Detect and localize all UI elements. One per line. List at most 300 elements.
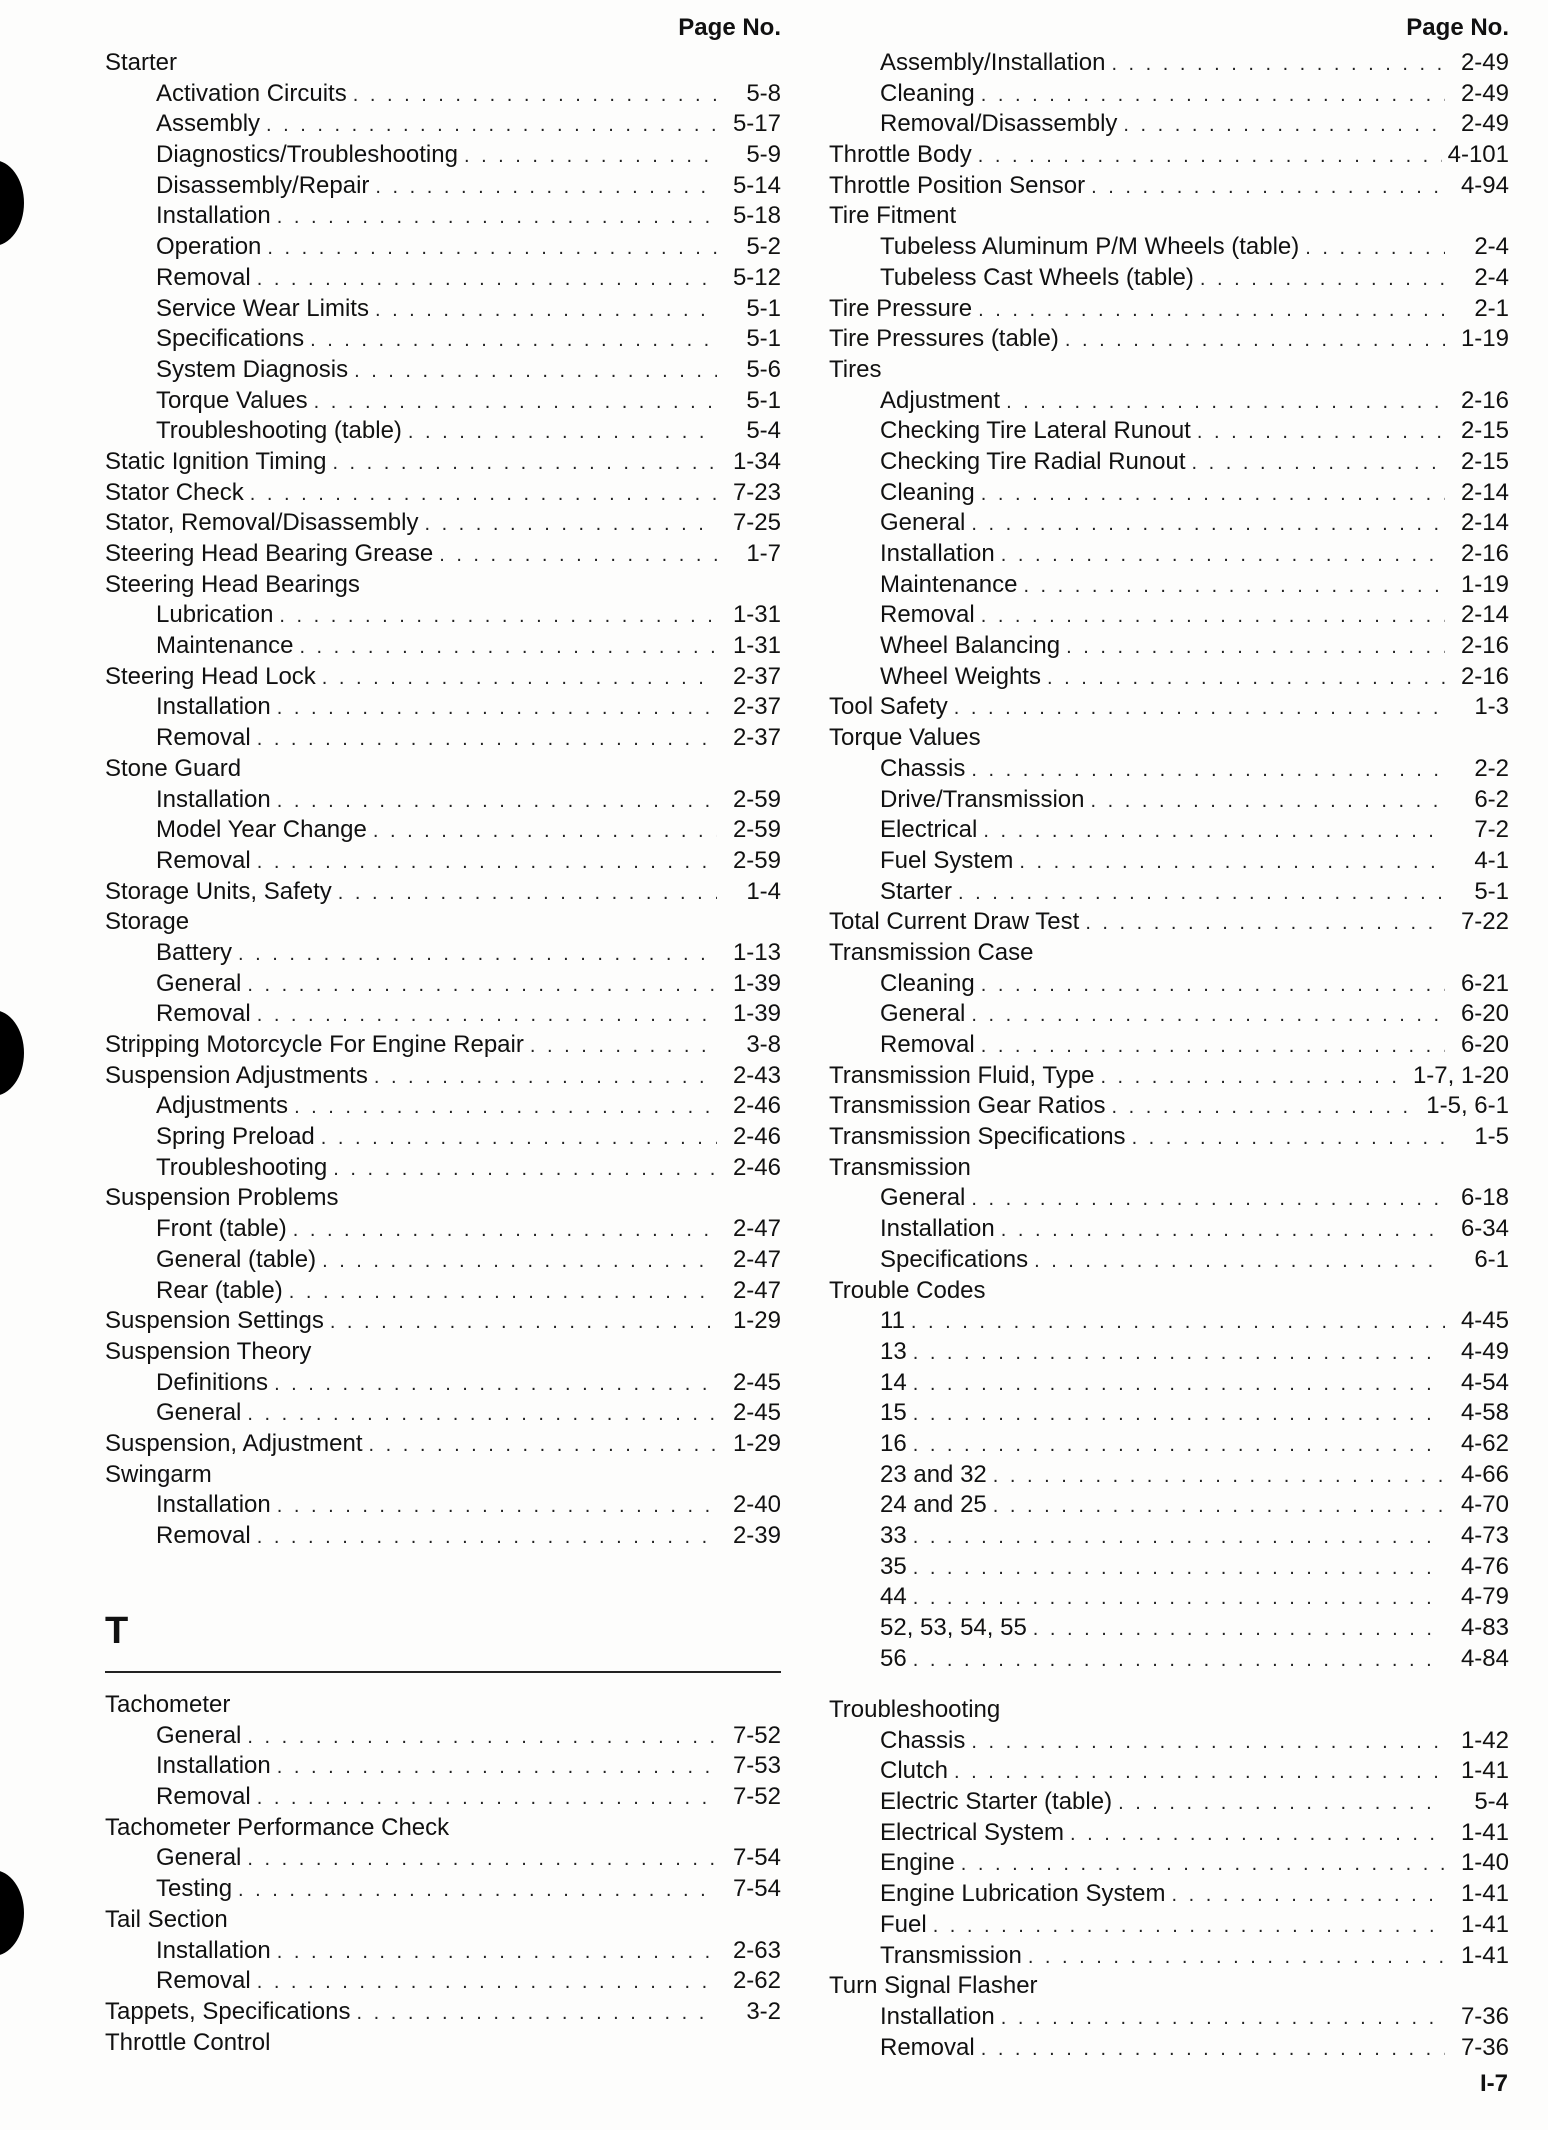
entry-page-number: 2-16	[1460, 662, 1509, 690]
index-entry	[829, 1910, 1509, 1941]
entry-label: Removal	[156, 846, 251, 874]
dot-leader	[954, 693, 1445, 724]
entry-page-number: 2-37	[732, 724, 781, 752]
index-entry	[105, 1936, 781, 1967]
entry-page-number: 1-7, 1-20	[1412, 1061, 1509, 1089]
index-entry	[829, 938, 1509, 969]
binder-hole-bottom	[0, 1870, 24, 1956]
entry-page-number: 2-47	[732, 1245, 781, 1273]
dot-leader	[954, 1757, 1445, 1788]
dot-leader	[1100, 1062, 1407, 1093]
entry-page-number: 7-36	[1460, 2002, 1509, 2030]
dot-leader	[1090, 786, 1445, 817]
index-entry	[105, 1368, 781, 1399]
dot-leader	[911, 1307, 1445, 1338]
index-entry	[105, 140, 781, 171]
index-entry	[105, 171, 781, 202]
entry-page-number: 7-52	[732, 1721, 781, 1749]
dot-leader	[257, 1522, 717, 1553]
index-entry	[105, 48, 781, 79]
entry-label: Transmission	[829, 1153, 971, 1181]
entry-label: Transmission	[880, 1941, 1022, 1969]
entry-label: Adjustments	[156, 1092, 289, 1120]
dot-leader	[958, 878, 1445, 909]
index-entry	[105, 815, 781, 846]
index-entry	[105, 723, 781, 754]
index-entry	[829, 1122, 1509, 1153]
entry-label: Lubrication	[156, 601, 274, 629]
dot-leader	[1001, 2003, 1445, 2034]
entry-page-number: 5-4	[746, 417, 781, 445]
entry-page-number: 4-58	[1460, 1399, 1509, 1427]
index-entry	[105, 109, 781, 140]
index-entry	[105, 79, 781, 110]
page-no-header: Page No.	[678, 14, 781, 41]
entry-label: Suspension Settings	[105, 1307, 324, 1335]
entry-label: General	[156, 969, 242, 997]
entry-label: Stripping Motorcycle For Engine Repair	[105, 1031, 524, 1058]
entry-page-number: 5-1	[746, 325, 781, 353]
entry-page-number: 4-45	[1460, 1307, 1509, 1335]
entry-label: Throttle Control	[105, 2028, 271, 2056]
index-entry	[105, 1813, 781, 1844]
entry-page-number: 5-9	[746, 141, 781, 169]
entry-label: Storage	[105, 908, 190, 936]
entry-label: General	[156, 1844, 242, 1872]
index-entry	[829, 1613, 1509, 1644]
index-entry	[829, 1276, 1509, 1307]
dot-leader	[374, 1062, 717, 1093]
index-entry	[829, 570, 1509, 601]
dot-leader	[913, 1369, 1445, 1400]
index-entry	[829, 754, 1509, 785]
dot-leader	[961, 1849, 1445, 1880]
page-folio: I-7	[1479, 2070, 1508, 2097]
entry-page-number: 2-16	[1460, 386, 1509, 414]
dot-leader	[354, 356, 717, 387]
entry-label: Disassembly/Repair	[156, 171, 370, 199]
entry-page-number: 2-62	[732, 1967, 781, 1995]
entry-label: Specifications	[880, 1245, 1029, 1273]
dot-leader	[981, 601, 1445, 632]
entry-label: General	[156, 1721, 242, 1749]
entry-label: Chassis	[880, 1726, 966, 1754]
entry-page-number: 7-54	[732, 1875, 781, 1903]
entry-label: Troubleshooting	[156, 1153, 328, 1181]
entry-page-number: 2-4	[1474, 263, 1509, 291]
index-entry	[105, 1337, 781, 1368]
index-entry	[829, 386, 1509, 417]
dot-leader	[1023, 571, 1445, 602]
entry-label: Troubleshooting (table)	[156, 417, 402, 445]
index-list-troubleshooting	[829, 1695, 1509, 2063]
dot-leader	[277, 1752, 717, 1783]
entry-label: Diagnostics/Troubleshooting	[156, 141, 458, 169]
dot-leader	[1047, 663, 1445, 694]
dot-leader	[1066, 632, 1445, 663]
index-entry	[105, 1521, 781, 1552]
entry-label: Transmission Specifications	[829, 1123, 1126, 1151]
entry-label: Suspension Problems	[105, 1184, 339, 1212]
entry-page-number: 1-13	[732, 938, 781, 966]
dot-leader	[981, 1031, 1445, 1062]
dot-leader	[247, 970, 717, 1001]
entry-page-number: 4-76	[1460, 1552, 1509, 1580]
index-entry	[105, 1214, 781, 1245]
entry-label: Removal	[880, 601, 975, 629]
dot-leader	[294, 1092, 717, 1123]
index-entry	[105, 1966, 781, 1997]
index-entry	[105, 1782, 781, 1813]
index-entry	[105, 232, 781, 263]
entry-label: Checking Tire Radial Runout	[880, 447, 1186, 475]
entry-page-number: 4-73	[1460, 1522, 1509, 1549]
entry-page-number: 5-18	[732, 202, 781, 230]
entry-page-number: 1-7	[746, 540, 781, 567]
entry-page-number: 2-49	[1460, 79, 1509, 107]
entry-page-number: 2-47	[732, 1215, 781, 1243]
entry-page-number: 7-22	[1460, 908, 1509, 936]
entry-label: Assembly	[156, 110, 261, 138]
dot-leader	[332, 448, 717, 479]
entry-label: Engine Lubrication System	[880, 1880, 1166, 1908]
entry-label: 11	[880, 1307, 905, 1335]
entry-page-number: 2-49	[1460, 49, 1509, 76]
dot-leader	[1001, 540, 1445, 571]
dot-leader	[1033, 1614, 1445, 1645]
entry-page-number: 7-25	[732, 509, 781, 537]
dot-leader	[1197, 417, 1445, 448]
index-entry	[829, 631, 1509, 662]
entry-page-number: 5-4	[1474, 1788, 1509, 1816]
entry-label: 44	[880, 1583, 907, 1611]
entry-page-number: 7-2	[1474, 816, 1509, 844]
index-entry	[105, 692, 781, 723]
index-entry	[105, 938, 781, 969]
index-entry	[829, 201, 1509, 232]
index-entry	[829, 1153, 1509, 1184]
entry-label: Transmission Gear Ratios	[829, 1092, 1106, 1120]
entry-label: Installation	[156, 1752, 271, 1780]
binder-hole-middle	[0, 1010, 24, 1096]
entry-page-number: 2-49	[1460, 110, 1509, 138]
entry-page-number: 6-20	[1460, 1000, 1509, 1028]
dot-leader	[1065, 325, 1445, 356]
dot-leader	[277, 693, 717, 724]
index-entry	[829, 263, 1509, 294]
entry-page-number: 2-45	[732, 1368, 781, 1396]
entry-page-number: 1-42	[1460, 1726, 1509, 1754]
dot-leader	[375, 172, 717, 203]
entry-page-number: 7-52	[732, 1783, 781, 1811]
entry-page-number: 2-16	[1460, 632, 1509, 660]
index-entry	[829, 1941, 1509, 1972]
index-entry	[105, 294, 781, 325]
index-entry	[829, 508, 1509, 539]
dot-leader	[981, 2034, 1445, 2065]
dot-leader	[277, 1937, 717, 1968]
entry-label: Definitions	[156, 1368, 269, 1396]
entry-page-number: 3-8	[746, 1031, 781, 1058]
index-entry	[829, 1214, 1509, 1245]
dot-leader	[310, 325, 717, 356]
dot-leader	[247, 1722, 717, 1753]
entry-page-number: 5-1	[1474, 877, 1509, 905]
index-entry	[829, 1429, 1509, 1460]
entry-label: 16	[880, 1429, 907, 1457]
entry-label: Torque Values	[156, 386, 308, 414]
entry-label: Rear (table)	[156, 1276, 283, 1304]
index-entry	[105, 1997, 781, 2028]
dot-leader	[971, 1000, 1445, 1031]
entry-label: General	[880, 1000, 966, 1028]
index-entry	[829, 1061, 1509, 1092]
entry-label: Removal	[156, 724, 251, 752]
index-entry	[829, 447, 1509, 478]
entry-label: 23 and 32	[880, 1460, 987, 1488]
entry-page-number: 2-15	[1460, 447, 1509, 475]
entry-label: Drive/Transmission	[880, 785, 1085, 813]
entry-label: Installation	[156, 693, 271, 721]
index-entry	[105, 1030, 781, 1061]
entry-label: Testing	[156, 1875, 233, 1903]
section-divider	[105, 1671, 781, 1673]
index-entry	[829, 969, 1509, 1000]
entry-label: Removal	[880, 1031, 975, 1058]
dot-leader	[913, 1553, 1445, 1584]
entry-page-number: 2-37	[732, 662, 781, 690]
entry-page-number: 1-19	[1460, 325, 1509, 353]
dot-leader	[333, 1154, 717, 1185]
dot-leader	[1192, 448, 1446, 479]
entry-label: Tire Fitment	[829, 202, 957, 230]
index-entry	[105, 1306, 781, 1337]
entry-label: Spring Preload	[156, 1123, 315, 1151]
entry-page-number: 1-19	[1460, 570, 1509, 598]
entry-label: Stator Check	[105, 478, 244, 506]
index-entry	[829, 109, 1509, 140]
entry-label: Starter	[880, 877, 953, 905]
entry-label: Electrical	[880, 816, 978, 844]
entry-label: Tire Pressure	[829, 294, 973, 322]
index-entry	[105, 1245, 781, 1276]
entry-label: Removal	[156, 263, 251, 291]
entry-page-number: 5-6	[746, 355, 781, 383]
index-entry	[105, 907, 781, 938]
dot-leader	[1006, 387, 1445, 418]
entry-label: Installation	[880, 1215, 995, 1243]
index-entry	[829, 785, 1509, 816]
dot-leader	[373, 816, 717, 847]
entry-label: Cleaning	[880, 478, 975, 506]
dot-leader	[257, 1967, 717, 1998]
entry-label: Cleaning	[880, 79, 975, 107]
entry-page-number: 5-1	[746, 294, 781, 322]
index-entry	[105, 1843, 781, 1874]
entry-label: Torque Values	[829, 724, 981, 752]
dot-leader	[408, 417, 717, 448]
index-entry	[105, 324, 781, 355]
entry-label: Steering Head Bearings	[105, 570, 360, 598]
dot-leader	[279, 601, 717, 632]
entry-page-number: 2-14	[1460, 509, 1509, 537]
dot-leader	[913, 1522, 1445, 1553]
dot-leader	[266, 110, 717, 141]
dot-leader	[289, 1277, 717, 1308]
entry-page-number: 6-21	[1460, 969, 1509, 997]
index-entry	[105, 1874, 781, 1905]
entry-label: Operation	[156, 233, 262, 261]
index-entry	[829, 1582, 1509, 1613]
index-entry	[105, 1398, 781, 1429]
entry-label: Throttle Position Sensor	[829, 171, 1086, 199]
entry-label: Suspension Theory	[105, 1337, 312, 1365]
entry-label: Removal	[156, 1967, 251, 1995]
dot-leader	[356, 1998, 717, 2029]
entry-label: Tail Section	[105, 1905, 228, 1933]
entry-label: 13	[880, 1337, 907, 1365]
entry-label: Wheel Weights	[880, 662, 1041, 690]
entry-label: 15	[880, 1399, 907, 1427]
dot-leader	[1172, 1880, 1446, 1911]
index-entry	[105, 754, 781, 785]
index-entry	[829, 1183, 1509, 1214]
entry-label: Starter	[105, 49, 178, 76]
entry-label: Tires	[829, 355, 882, 383]
entry-label: Stator, Removal/Disassembly	[105, 509, 419, 537]
entry-page-number: 5-17	[732, 110, 781, 138]
entry-page-number: 2-46	[732, 1092, 781, 1120]
section-letter: T	[105, 1610, 129, 1652]
entry-label: Tool Safety	[829, 693, 948, 721]
entry-page-number: 4-70	[1460, 1491, 1509, 1519]
entry-label: Removal	[156, 1522, 251, 1549]
index-entry	[829, 600, 1509, 631]
index-entry	[829, 692, 1509, 723]
dot-leader	[322, 1246, 717, 1277]
entry-label: Electrical System	[880, 1818, 1065, 1846]
index-entry	[829, 294, 1509, 325]
dot-leader	[257, 1000, 717, 1031]
dot-leader	[321, 1123, 717, 1154]
index-entry	[829, 79, 1509, 110]
index-entry	[105, 846, 781, 877]
dot-leader	[913, 1645, 1445, 1676]
entry-label: 33	[880, 1522, 907, 1549]
index-entry	[829, 1695, 1509, 1726]
dot-leader	[293, 1215, 717, 1246]
index-entry	[105, 1690, 781, 1721]
entry-label: Installation	[156, 1491, 271, 1519]
entry-label: Fuel	[880, 1910, 927, 1938]
entry-label: Tubeless Cast Wheels (table)	[880, 263, 1194, 291]
index-entry	[105, 1091, 781, 1122]
entry-label: Fuel System	[880, 846, 1014, 874]
entry-page-number: 1-29	[732, 1429, 781, 1457]
dot-leader	[1112, 1092, 1421, 1123]
entry-page-number: 4-94	[1460, 171, 1509, 199]
entry-page-number: 2-15	[1460, 417, 1509, 445]
entry-page-number: 2-59	[732, 785, 781, 813]
entry-label: Total Current Draw Test	[829, 908, 1080, 936]
index-entry	[829, 846, 1509, 877]
dot-leader	[1118, 1788, 1445, 1819]
entry-label: Installation	[880, 540, 995, 567]
dot-leader	[277, 786, 717, 817]
index-entry	[105, 1751, 781, 1782]
entry-label: Steering Head Bearing Grease	[105, 540, 434, 567]
entry-page-number: 5-1	[746, 386, 781, 414]
entry-page-number: 2-4	[1474, 233, 1509, 261]
index-entry	[829, 1552, 1509, 1583]
entry-label: Throttle Body	[829, 141, 972, 169]
dot-leader	[330, 1307, 717, 1338]
index-entry	[829, 1030, 1509, 1061]
index-entry	[105, 1429, 781, 1460]
entry-page-number: 1-31	[732, 632, 781, 660]
entry-label: Tachometer Performance Check	[105, 1813, 450, 1841]
index-entry	[829, 1306, 1509, 1337]
entry-page-number: 2-1	[1474, 294, 1509, 322]
entry-label: 14	[880, 1368, 907, 1396]
entry-label: Chassis	[880, 754, 966, 782]
entry-label: General	[880, 509, 966, 537]
dot-leader	[250, 479, 717, 510]
entry-label: Adjustment	[880, 386, 1001, 414]
entry-label: 52, 53, 54, 55	[880, 1614, 1027, 1642]
entry-page-number: 4-66	[1460, 1460, 1509, 1488]
index-entry	[829, 232, 1509, 263]
entry-label: 35	[880, 1552, 907, 1580]
entry-page-number: 1-40	[1460, 1849, 1509, 1877]
index-entry	[105, 1905, 781, 1936]
entry-page-number: 1-41	[1460, 1818, 1509, 1846]
dot-leader	[993, 1491, 1445, 1522]
index-list-s	[105, 48, 781, 1552]
index-entry	[105, 263, 781, 294]
dot-leader	[1111, 49, 1445, 80]
index-entry	[829, 1398, 1509, 1429]
index-entry	[829, 2033, 1509, 2064]
dot-leader	[464, 141, 717, 172]
entry-page-number: 2-40	[732, 1491, 781, 1519]
entry-label: Electric Starter (table)	[880, 1788, 1113, 1816]
entry-page-number: 4-79	[1460, 1583, 1509, 1611]
index-entry	[105, 1183, 781, 1214]
index-entry	[105, 386, 781, 417]
entry-page-number: 7-23	[732, 478, 781, 506]
entry-page-number: 1-3	[1474, 693, 1509, 721]
index-entry	[829, 1091, 1509, 1122]
entry-label: Cleaning	[880, 969, 975, 997]
entry-label: Installation	[156, 202, 271, 230]
entry-label: Front (table)	[156, 1215, 287, 1243]
dot-leader	[375, 295, 717, 326]
dot-leader	[1034, 1246, 1445, 1277]
index-entry	[829, 1245, 1509, 1276]
dot-leader	[1070, 1819, 1445, 1850]
dot-leader	[267, 233, 717, 264]
index-entry	[105, 539, 781, 570]
entry-page-number: 4-62	[1460, 1429, 1509, 1457]
entry-page-number: 2-46	[732, 1153, 781, 1181]
entry-label: Trouble Codes	[829, 1276, 986, 1304]
entry-label: Service Wear Limits	[156, 294, 369, 322]
binder-hole-top	[0, 160, 24, 246]
entry-page-number: 5-8	[746, 79, 781, 107]
dot-leader	[971, 1727, 1445, 1758]
dot-leader	[983, 816, 1445, 847]
